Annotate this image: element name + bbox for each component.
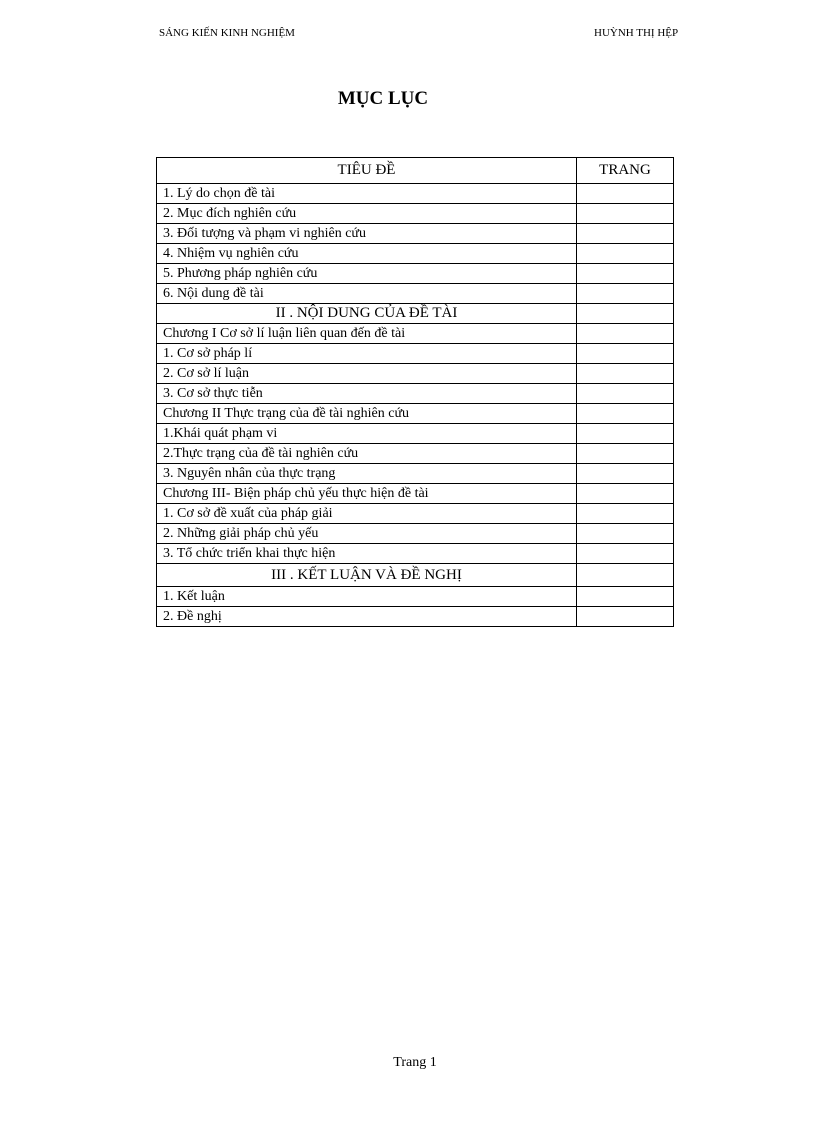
table-row bbox=[157, 544, 674, 564]
row-page bbox=[577, 587, 674, 607]
row-page bbox=[577, 264, 674, 284]
row-page bbox=[577, 444, 674, 464]
row-title: 2. Cơ sở lí luận bbox=[157, 364, 577, 384]
row-title: 1.Khái quát phạm vi bbox=[157, 424, 577, 444]
row-page bbox=[577, 504, 674, 524]
row-title: 1. Cơ sở đề xuất của pháp giải bbox=[157, 504, 577, 524]
row-page bbox=[577, 244, 674, 264]
table-row bbox=[157, 464, 674, 484]
row-title: 1. Kết luận bbox=[157, 587, 577, 607]
row-page bbox=[577, 544, 674, 564]
row-page bbox=[577, 204, 674, 224]
section-heading-row bbox=[157, 304, 674, 324]
row-page bbox=[577, 607, 674, 627]
row-page bbox=[577, 344, 674, 364]
row-page bbox=[577, 304, 674, 324]
table-row bbox=[157, 184, 674, 204]
row-page bbox=[577, 324, 674, 344]
section-heading: II . NỘI DUNG CỦA ĐỀ TÀI bbox=[157, 304, 577, 324]
table-row bbox=[157, 284, 674, 304]
row-page bbox=[577, 404, 674, 424]
row-title: 2.Thực trạng của đề tài nghiên cứu bbox=[157, 444, 577, 464]
row-page bbox=[577, 564, 674, 587]
row-title: 1. Lý do chọn đề tài bbox=[157, 184, 577, 204]
table-row bbox=[157, 444, 674, 464]
chapter-title: Chương I Cơ sở lí luận liên quan đến đề tài bbox=[157, 324, 577, 344]
row-title: 3. Cơ sở thực tiễn bbox=[157, 384, 577, 404]
table-row bbox=[157, 344, 674, 364]
table-row bbox=[157, 607, 674, 627]
row-title: 2. Đề nghị bbox=[157, 607, 577, 627]
document-header-left: SÁNG KIẾN KINH NGHIỆM bbox=[159, 27, 295, 39]
row-page bbox=[577, 184, 674, 204]
chapter-title: Chương II Thực trạng của đề tài nghiên cứu bbox=[157, 404, 577, 424]
table-row bbox=[157, 204, 674, 224]
row-title: 3. Đối tượng và phạm vi nghiên cứu bbox=[157, 224, 577, 244]
column-header-title: TIÊU ĐỀ bbox=[157, 158, 577, 184]
table-row bbox=[157, 404, 674, 424]
table-row bbox=[157, 587, 674, 607]
table-row bbox=[157, 224, 674, 244]
row-title: 2. Những giải pháp chủ yếu bbox=[157, 524, 577, 544]
table-row bbox=[157, 484, 674, 504]
row-title: 5. Phương pháp nghiên cứu bbox=[157, 264, 577, 284]
row-title: 2. Mục đích nghiên cứu bbox=[157, 204, 577, 224]
page-title: MỤC LỤC bbox=[337, 88, 429, 109]
row-title: 1. Cơ sở pháp lí bbox=[157, 344, 577, 364]
chapter-title: Chương III- Biện pháp chủ yếu thực hiện đề tài bbox=[157, 484, 577, 504]
table-row bbox=[157, 524, 674, 544]
row-title: 3. Nguyên nhân của thực trạng bbox=[157, 464, 577, 484]
section-heading: III . KẾT LUẬN VÀ ĐỀ NGHỊ bbox=[157, 564, 577, 587]
row-title: 4. Nhiệm vụ nghiên cứu bbox=[157, 244, 577, 264]
column-header-page: TRANG bbox=[577, 158, 674, 184]
table-row bbox=[157, 424, 674, 444]
row-page bbox=[577, 464, 674, 484]
row-title: 3. Tổ chức triển khai thực hiện bbox=[157, 544, 577, 564]
row-page bbox=[577, 484, 674, 504]
row-page bbox=[577, 364, 674, 384]
section-heading-row bbox=[157, 564, 674, 587]
row-page bbox=[577, 424, 674, 444]
table-of-contents bbox=[156, 157, 674, 627]
row-page bbox=[577, 284, 674, 304]
table-row bbox=[157, 244, 674, 264]
row-title: 6. Nội dung đề tài bbox=[157, 284, 577, 304]
document-header-right: HUỲNH THỊ HỆP bbox=[594, 27, 679, 39]
table-row bbox=[157, 264, 674, 284]
table-row bbox=[157, 364, 674, 384]
table-row bbox=[157, 324, 674, 344]
row-page bbox=[577, 224, 674, 244]
table-header-row bbox=[157, 158, 674, 184]
table-row bbox=[157, 384, 674, 404]
page-number: Trang 1 bbox=[393, 1055, 437, 1070]
row-page bbox=[577, 384, 674, 404]
row-page bbox=[577, 524, 674, 544]
table-row bbox=[157, 504, 674, 524]
